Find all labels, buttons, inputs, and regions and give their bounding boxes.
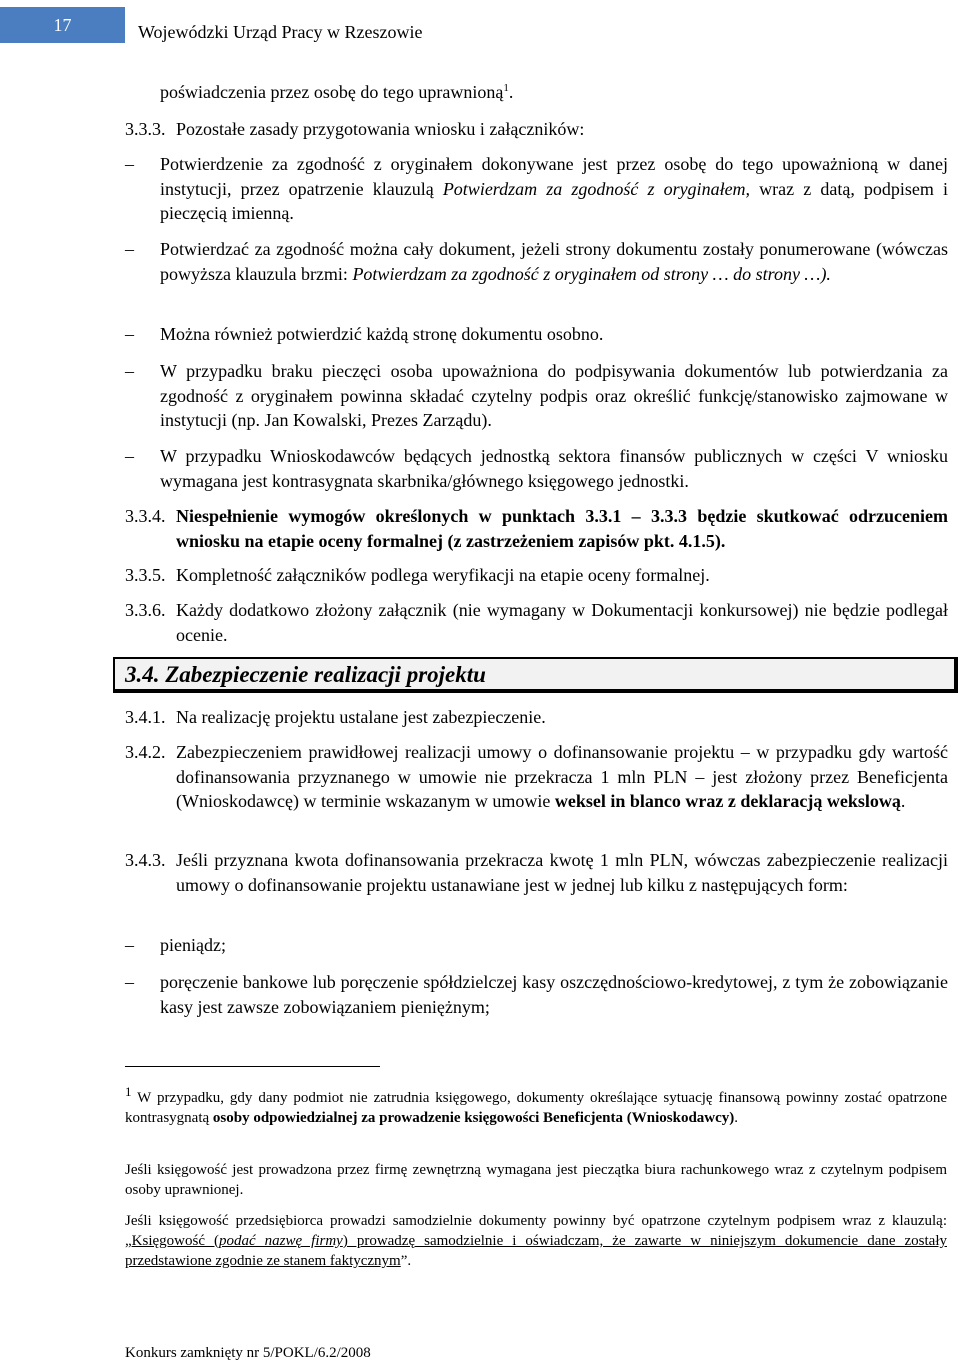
footnote-ref: 1 <box>503 82 509 94</box>
continuation-line <box>160 80 513 105</box>
bullet-333-1-text: Potwierdzenie za zgodność z oryginałem dokonywane jest przez osobę do tego upoważnioną w danej instytucji, przez opatrzenie klauzulą <box>160 154 948 199</box>
bullet-333-2-text: Potwierdzać za zgodność można cały dokument, jeżeli strony dokumentu zostały ponumerowane (wówczas powyższa klauzula brzmi: <box>160 239 948 284</box>
bullet-dash: – <box>125 935 134 955</box>
section-342-bold: weksel in blanco wraz z deklaracją wekslową <box>554 791 901 811</box>
section-341-number: 3.4.1. <box>125 707 166 727</box>
footnote-3-underline-italic: podać nazwę firmy <box>219 1233 343 1249</box>
section-342-body: Zabezpieczeniem prawidłowej realizacji umowy o dofinansowanie projektu – w przypadku gdy wartość dofinansowania przyznanego w umowie nie przekracza 1 mln PLN – jest złożony przez Beneficjenta (Wnioskodawcę) w terminie wskazanym w umowie <box>176 742 948 811</box>
page-number: 17 <box>53 15 72 35</box>
bullet-dash: – <box>125 361 134 381</box>
footnote-1-end: . <box>734 1110 739 1126</box>
footer-text: Konkurs zamknięty nr 5/POKL/6.2/2008 <box>125 1345 371 1361</box>
section-334-number: 3.3.4. <box>125 506 166 526</box>
bullet-dash: – <box>125 154 134 174</box>
continuation-text: poświadczenia przez osobę do tego uprawnioną <box>160 82 504 102</box>
footnote-3-quote-open: „ <box>125 1233 132 1249</box>
section-334-text: Niespełnienie wymogów określonych w punktach 3.3.1 – 3.3.3 będzie skutkować odrzuceniem wniosku na etapie oceny formalnej (z zastrzeżeniem zapisów pkt. 4.1.5). <box>176 506 948 551</box>
section-341-text: Na realizację projektu ustalane jest zabezpieczenie. <box>176 707 546 727</box>
footnote-1 <box>125 1084 947 1128</box>
bullet-333-2-italic: Potwierdzam za zgodność z oryginałem od strony … do strony …). <box>352 263 831 284</box>
page-number-badge <box>0 7 125 43</box>
bullet-333-5: W przypadku Wnioskodawców będących jednostką sektora finansów publicznych w części V wniosku wymagana jest kontrasygnata skarbnika/głównego księgowego jednostki. <box>160 446 948 491</box>
footnote-3-underline-2: ) prowadzę samodzielnie i oświadczam, że zawarte w niniejszym dokumencie dane zostały przedstawione zgodnie ze stanem faktycznym <box>125 1233 947 1269</box>
footnote-3-underline-1: Księgowość ( <box>131 1233 219 1249</box>
section-336-text: Każdy dodatkowo złożony załącznik (nie wymagany w Dokumentacji konkursowej) nie będzie podlegał ocenie. <box>176 600 948 645</box>
footnote-1-text: W przypadku, gdy dany podmiot nie zatrudnia księgowego, dokumenty określające sytuację finansową powinny zostać opatrzone kontrasygnatą <box>125 1090 947 1126</box>
bullet-dash: – <box>125 446 134 466</box>
bullet-333-2 <box>160 237 948 286</box>
bullet-333-1-tail: wraz z datą, podpisem i pieczęcią imienną. <box>160 178 949 223</box>
section-333-title: Pozostałe zasady przygotowania wniosku i załączników: <box>176 119 585 139</box>
bullet-343-2: poręczenie bankowe lub poręczenie spółdzielczej kasy oszczędnościowo-kredytowej, z tym że zobowiązanie kasy jest zawsze zobowiązaniem pieniężnym; <box>160 972 948 1017</box>
section-342-number: 3.4.2. <box>125 742 166 762</box>
section-335-text: Kompletność załączników podlega weryfikacji na etapie oceny formalnej. <box>176 565 710 585</box>
bullet-333-3: Można również potwierdzić każdą stronę dokumentu osobno. <box>160 324 604 344</box>
bullet-dash: – <box>125 239 134 259</box>
bullet-343-1: pieniądz; <box>160 935 226 955</box>
bullet-dash: – <box>125 972 134 992</box>
footnote-marker: 1 <box>125 1084 132 1099</box>
bullet-333-1-italic: Potwierdzam za zgodność z oryginałem, <box>442 178 751 199</box>
bullet-333-4: W przypadku braku pieczęci osoba upoważniona do podpisywania dokumentów lub potwierdzania za zgodność z oryginałem powinna składać czytelny podpis oraz określić funkcję/stanowisko zajmowane w instytucji (np. Jan Kowalski, Prezes Zarządu). <box>160 361 948 430</box>
footnote-2: Jeśli księgowość jest prowadzona przez firmę zewnętrzną wymagana jest pieczątka biura rachunkowego wraz z czytelnym podpisem osoby uprawnionej. <box>125 1162 947 1198</box>
footnote-3 <box>125 1211 947 1271</box>
section-343-text: Jeśli przyznana kwota dofinansowania przekracza kwotę 1 mln PLN, wówczas zabezpieczenie realizacji umowy o dofinansowanie projektu ustanawiane jest w jednej lub kilku z następujących form: <box>176 850 948 895</box>
section-336-number: 3.3.6. <box>125 600 166 620</box>
footnote-separator <box>125 1066 380 1067</box>
bullet-dash: – <box>125 324 134 344</box>
section-342-end: . <box>900 791 906 811</box>
section-342-text <box>176 740 948 814</box>
section-34-title: 3.4. Zabezpieczenie realizacji projektu <box>125 662 486 687</box>
footnote-3-end: ”. <box>400 1253 412 1269</box>
header-title: Wojewódzki Urząd Pracy w Rzeszowie <box>138 22 423 42</box>
section-333-number: 3.3.3. <box>125 119 166 139</box>
section-335-number: 3.3.5. <box>125 565 166 585</box>
footnote-3-text: Jeśli księgowość przedsiębiorca prowadzi samodzielnie dokumenty powinny być opatrzone czytelnym podpisem wraz z klauzulą: <box>125 1213 947 1229</box>
continuation-end: . <box>508 82 514 102</box>
section-343-number: 3.4.3. <box>125 850 166 870</box>
footnote-1-bold: osoby odpowiedzialnej za prowadzenie księgowości Beneficjenta (Wnioskodawcy) <box>212 1110 735 1126</box>
bullet-333-1 <box>160 152 948 226</box>
